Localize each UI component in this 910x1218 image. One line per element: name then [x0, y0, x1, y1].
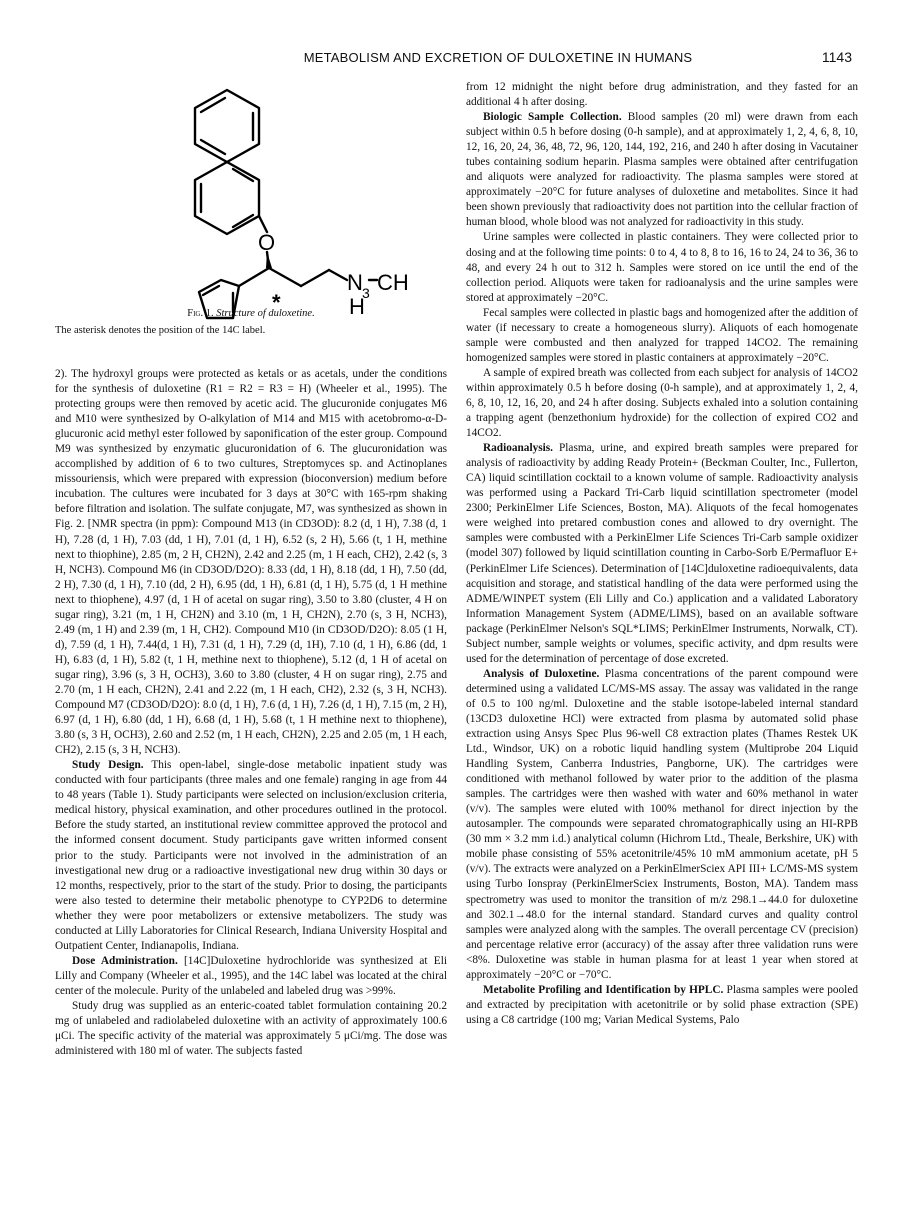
naphthalene-ring-upper — [195, 90, 259, 162]
page-number: 1143 — [821, 49, 852, 65]
radioanalysis-heading: Radioanalysis. — [483, 442, 553, 455]
figure-note: The asterisk denotes the position of the 14C label. — [55, 325, 266, 337]
figure-1 — [55, 80, 447, 353]
blood-paragraph — [466, 110, 858, 230]
fasting-paragraph: from 12 midnight the night before drug administration, and they fasted for an additional 4 h after dosing. — [466, 81, 858, 109]
analysis-heading: Analysis of Duloxetine. — [483, 667, 600, 680]
breath-paragraph: A sample of expired breath was collected from each subject for analysis of 14CO2 within approximately 0.5 h before dosing (0-h sample), and at approximately 1, 2, 4, 6, 8, 10, 12, 16, 20, and 24 h after dosing. Subjects exhaled into a solution containing a trapping agent (benzethonium hydroxide) for the collection of expired CO2 and 14CO2. — [466, 366, 858, 440]
analysis-paragraph — [466, 667, 858, 983]
methyl-subscript: 3 — [362, 285, 370, 301]
sample-collection-heading: Biologic Sample Collection. — [483, 111, 622, 124]
profiling-text: Plasma samples were pooled and extracted by precipitation with acetonitrile or by solid phase extraction (SPE) using a C8 cartridge (100 mg; Varian Medical Systems, Palo — [466, 983, 858, 1026]
methyl-group: CH — [377, 270, 409, 295]
hydrogen-atom: H — [349, 294, 365, 319]
fecal-paragraph: Fecal samples were collected in plastic bags and homogenized after the addition of water (if necessary to create a homogeneous slurry). Aliquots of each homogenate sample were combusted and then analyzed for trapped 14CO2. The remaining homogenized samples were stored in plastic containers at approximately −20°C. — [466, 306, 858, 364]
radioanalysis-text: Plasma, urine, and expired breath samples were prepared for analysis of radioactivity by adding Ready Protein+ (Beckman Coulter, Inc., Fullerton, CA) liquid scintillation cocktail to a known volume of sample. Radioactivity analysis was performed using a Packard Tri-Carb liquid scintillation spectrometer (model 2300; PerkinElmer Life Sciences, Boston, MA). Aliquots of the fecal homogenates were weighed into pretared combustion cones and allowed to dry overnight. The samples were combusted with a PerkinElmer Life Sciences Tri-Carb sample oxidizer (model 307) followed by liquid scintillation counting in Carbo-Sorb E/Permafluor E+ (PerkinElmer Life Sciences). Determination of [14C]duloxetine radioequivalents, data acquisition and storage, and statistical handling of the data were performed using the ADME/WINPET system (Eli Lilly and Co.) application and a validated Laboratory Information Management System (ADME/LIMS), based on an available software package (PerkinElmer Nelson's SQL*LIMS; PerkinElmer Instruments, Norwalk, CT). Subject number, sample weights or volumes, specific activity, and dpm results were used for the determination of percentage of dose excreted. — [466, 442, 858, 665]
dose-text: [14C]Duloxetine hydrochloride was synthesized at Eli Lilly and Company (Wheeler et al., 1995), and the 14C label was located at the chiral center of the molecule. Purity of the unlabeled and labeled drug was >99%. — [55, 954, 447, 997]
radioanalysis-paragraph — [466, 441, 858, 667]
study-design-text: This open-label, single-dose metabolic inpatient study was conducted with four participants (three males and one female) ranging in age from 44 to 48 years (Table 1). Study participants were selected on inclusion/exclusion criteria, medical history, physical examination, and other procedures outlined in the protocol. Before the study started, an institutional review committee approved the protocol and the informed consent document. Study participants gave written informed consent prior to the study. Participants were not involved in the administration of an investigational new drug or a radioactive investigational new drug within 30 days or 12 months, respectively, prior to the start of the study. Prior to dosing, the participants were also tested to determine their metabolic phenotype to CYP2D6 to determine whether they were poor metabolizers or extensive metabolizers. The study was conducted at Lilly Laboratories for Clinical Research, Indiana University Hospital and Outpatient Center, Indianapolis, Indiana. — [55, 759, 447, 952]
nitrogen-atom: N — [347, 270, 363, 295]
urine-paragraph: Urine samples were collected in plastic containers. They were collected prior to dosing and at the following time points: 0 to 4, 4 to 8, 8 to 16, 16 to 24, 24 to 36, 36 to 48, and every 24 h out to 312 h. Samples were stored on ice until the end of the collection period. Aliquots were taken for radioanalysis and the urine samples were stored at approximately −20°C. — [466, 231, 858, 304]
asterisk-label: * — [272, 290, 281, 315]
figure-caption — [55, 306, 447, 321]
dose-heading: Dose Administration. — [72, 954, 178, 967]
right-column — [466, 80, 858, 1028]
left-column — [55, 80, 447, 1059]
profiling-paragraph — [466, 983, 858, 1028]
naphthalene-ring-lower — [195, 162, 259, 234]
figure-title: Structure of duloxetine. — [216, 308, 315, 319]
oxygen-atom: O — [258, 230, 276, 255]
dose-paragraph — [55, 954, 447, 999]
study-design-heading: Study Design. — [72, 759, 144, 772]
blood-text: Blood samples (20 ml) were drawn from each subject within 0.5 h before dosing (0-h sample), and at approximately 1, 2, 4, 6, 8, 10, 12, 16, 20, 24, 36, 48, 72, 96, 120, 144, 192, 216, and 240 h after dosing in Vacutainer tubes containing sodium heparin. Plasma samples were obtained after centrifugation and aliquots were analyzed for radioactivity. The plasma samples were stored at approximately −20°C for future analyses of duloxetine and metabolites. Since it had been shown previously that radioactivity does not partition into the cellular fraction of human blood, whole blood was not analyzed for radioactivity in this study. — [466, 111, 859, 229]
study-design-paragraph — [55, 758, 447, 954]
study-drug-paragraph: Study drug was supplied as an enteric-coated tablet formulation containing 20.2 mg of unlabeled and radiolabeled duloxetine with an activity of approximately 100.6 μCi. The specific activity of the material was approximately 5 μCi/mg. The dose was administered with 180 ml of water. The subjects fasted — [55, 999, 447, 1058]
nmr-paragraph: 2). The hydroxyl groups were protected as ketals or as acetals, under the conditions for the synthesis of duloxetine (R1 = R2 = R3 = H) (Wheeler et al., 1995). The protecting groups were then removed by acetic acid. The glucuronide conjugates M6 and M10 were synthesized by O-alkylation of M14 and M15 with acetobromo-α-D-glucuronic acid methyl ester followed by saponification of the ester group. Compound M9 was synthesized by enzymatic glucuronidation of 6. The glucuronidation was accomplished by addition of 6 to two cultures, Streptomyces sp. and Actinoplanes missouriensis, which were prepared with expression (bioconversion) medium before incubation. The cultures were incubated for 3 days at 30°C with 165-rpm shaking before filtration and isolation. The sulfate conjugate, M7, was synthesized as shown in Fig. 2. [NMR spectra (in ppm): Compound M13 (in CD3OD): 8.2 (d, 1 H), 7.38 (d, 1 H), 7.28 (d, 1 H), 7.03 (dd, 1 H), 7.01 (d, 1 H), 6.52 (s, 2 H), 5.66 (t, 1 H, methine next to thiophine), 2.85 (m, 2 H, CH2N), 2.42 and 2.25 (m, 1 H each, CH2), 2.42 (s, 3 H, NCH3). Compound M6 (in CD3OD/D2O): 8.33 (dd, 1 H), 8.18 (dd, 1 H), 7.50 (dd, 2 H), 7.30 (d, 1 H), 7.10 (dd, 2 H), 6.95 (dd, 1 H), 6.81 (d, 1 H), 5.75 (d, 1 H methine next to thiophene), 4.97 (d, 1 H of acetal on sugar ring), 3.50 to 3.80 (cluster, 4 H on sugar ring), 3.21 (m, 1 H, CH2N) and 3.10 (m, 1 H, CH2N), 2.70 (s, 3 H, NCH3), 2.49 (m, 1 H) and 2.39 (m, 1 H, CH2). Compound M10 (in CD3OD/D2O): 8.05 (1 H, d), 7.59 (d, 1 H), 7.44(d, 1 H), 7.31 (d, 1 H), 7.29 (d, 1H), 7.10 (d, 1 H), 6.86 (dd, 1 H), 6.83 (d, 1 H), 5.82 (t, 1 H, methine next to thiophene), 5.12 (d, 1 H of acetal on sugar ring), 3.96 (s, 3 H, OCH3), 3.60 to 3.80 (cluster, 4 H on sugar ring), 2.75 and 2.70 (m, 1 H each, CH2N), 2.41 and 2.22 (m, 1 H each, CH2), 2.32 (s, 3 H, NCH3). Compound M7 (CD3OD/D2O): 8.0 (d, 1 H), 7.6 (d, 1 H), 7.26 (d, 1 H), 7.15 (m, 2 H), 6.97 (d, 1 H), 6.80 (dd, 1 H), 6.68 (d, 1 H), 5.68 (t, 1 H methine next to thiophene), 3.80 (s, 3 H, OCH3), 2.60 and 2.52 (m, 1 H each, CH2N), 2.25 and 2.05 (m, 1 H each, CH2), 2.15 (s, 3 H, NCH3). — [55, 368, 447, 757]
profiling-heading: Metabolite Profiling and Identification by HPLC. — [483, 983, 724, 996]
figure-label: Fig. 1. — [187, 308, 214, 319]
running-title: METABOLISM AND EXCRETION OF DULOXETINE IN HUMANS — [303, 50, 693, 65]
analysis-text: Plasma concentrations of the parent compound were determined using a validated LC/MS-MS assay. The assay was validated in the range of 0.5 to 100 ng/ml. Duloxetine and the stable isotope-labeled internal standard (13CD3 duloxetine HCl) were extracted from plasma by automated solid phase extraction using Ansys Spec Plus 96-well C8 extraction plates (Thames Restek UK Ltd., Windsor, UK) on a robotic liquid handling system (Multiprobe 204 Liquid Handling System, Canberra Industries, Pangborne, UK). The cartridges were conditioned with methanol followed by water prior to the addition of the plasma samples. The cartridges were then washed with water and 60% methanol in water (v/v). The samples were eluted with 100% methanol for direct injection by the autosampler. The compounds were separated chromatographically using an HI-RPB (30 mm × 3.2 mm i.d.) analytical column (Hichrom Ltd., Theale, Berkshire, UK) with mobile phase consisting of 55% acetonitrile/45% 10 mM ammonium acetate, pH 5 (v/v). The extracts were analyzed on a PerkinElmerSciex API III+ LC/MS-MS system using Turbo Ionspray (PerkinElmerSciex Instruments, Boston, MA). Tandem mass spectrometry was used to monitor the transition of m/z 298.1→44.0 for duloxetine and 302.1→48.0 for the internal standard. Standard curves and quality control samples were analyzed along with the samples. The overall percentage CV (precision) and percentage relative error (accuracy) of the assay after three validation runs were <8%. Duloxetine was stable in human plasma for at least 1 year when stored at approximately −20°C or −70°C. — [466, 667, 859, 981]
